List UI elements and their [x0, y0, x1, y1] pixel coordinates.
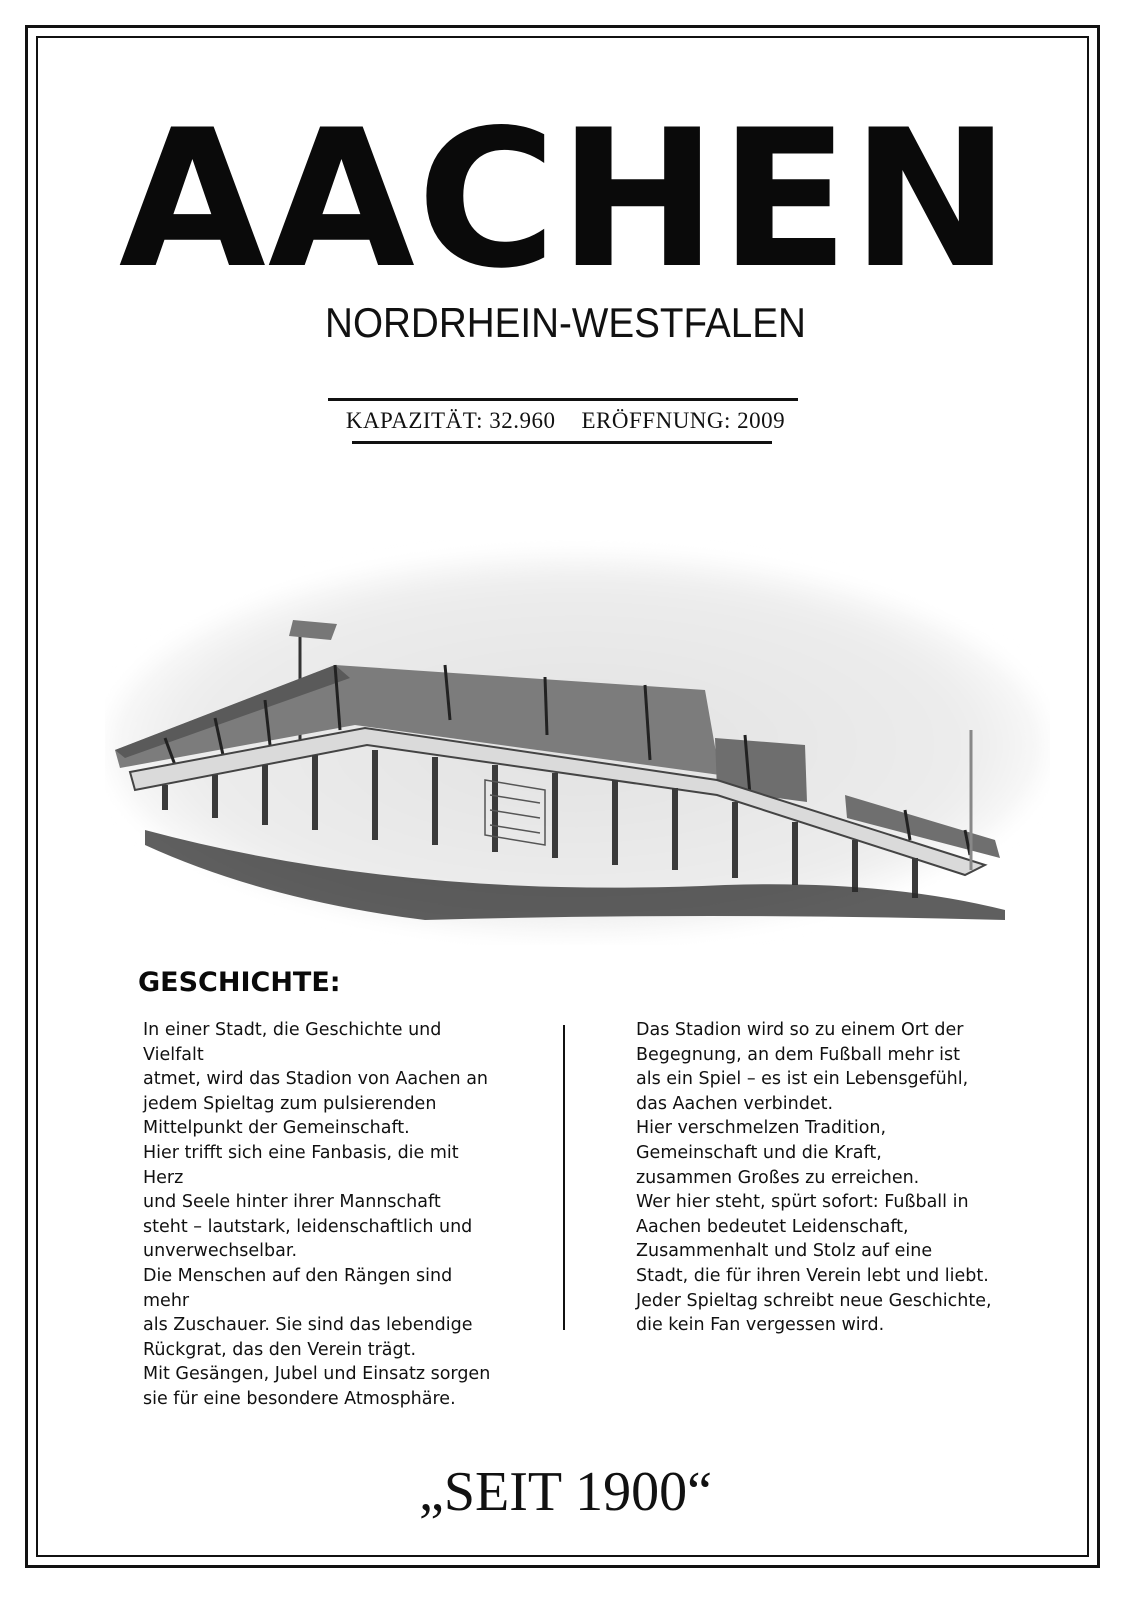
stadium-illustration — [105, 540, 1050, 945]
history-line: Das Stadion wird so zu einem Ort der — [636, 1020, 964, 1040]
history-line: Zusammenhalt und Stolz auf eine — [636, 1241, 933, 1262]
history-line: Wer hier steht, spürt sofort: Fußball in — [636, 1192, 969, 1213]
history-line: das Aachen verbindet. — [636, 1093, 834, 1114]
history-line: unverwechselbar. — [143, 1241, 298, 1262]
history-line: atmet, wird das Stadion von Aachen an — [143, 1069, 489, 1090]
region-subtitle: NORDRHEIN-WESTFALEN — [325, 299, 806, 346]
history-left-column — [143, 1018, 503, 1412]
history-line: Begegnung, an dem Fußball mehr ist — [636, 1044, 960, 1065]
history-line: Stadt, die für ihren Verein lebt und liebt. — [636, 1265, 989, 1286]
history-line: als Zuschauer. Sie sind das lebendige — [143, 1315, 473, 1336]
info-rule-top — [328, 398, 798, 401]
city-title: AACHEN — [118, 89, 1013, 310]
history-line: steht – lautstark, leidenschaftlich und — [143, 1216, 473, 1237]
section-heading: GESCHICHTE: — [138, 967, 341, 998]
column-divider — [563, 1025, 565, 1330]
history-line: Rückgrat, das den Verein trägt. — [143, 1339, 417, 1360]
history-line: als ein Spiel – es ist ein Lebensgefühl, — [636, 1069, 969, 1090]
history-line: jedem Spieltag zum pulsierenden — [143, 1093, 437, 1114]
history-line: und Seele hinter ihrer Mannschaft — [143, 1192, 441, 1213]
history-line: Gemeinschaft und die Kraft, — [636, 1142, 882, 1163]
opening-text: ERÖFFNUNG: 2009 — [581, 408, 786, 433]
history-right-column — [636, 1018, 996, 1338]
history-line: sie für eine besondere Atmosphäre. — [143, 1388, 456, 1409]
motto: „SEIT 1900“ — [419, 1461, 712, 1523]
history-line: In einer Stadt, die Geschichte und Vielfalt — [143, 1020, 442, 1065]
history-line: zusammen Großes zu erreichen. — [636, 1167, 920, 1188]
history-line: die kein Fan vergessen wird. — [636, 1315, 885, 1336]
history-line: Mittelpunkt der Gemeinschaft. — [143, 1118, 410, 1139]
history-line: Aachen bedeutet Leidenschaft, — [636, 1216, 909, 1237]
history-line: Mit Gesängen, Jubel und Einsatz sorgen — [143, 1364, 491, 1385]
history-line: Hier trifft sich eine Fanbasis, die mit Herz — [143, 1142, 459, 1188]
history-line: Die Menschen auf den Rängen sind mehr — [143, 1265, 453, 1311]
history-line: Jeder Spieltag schreibt neue Geschichte, — [636, 1290, 992, 1311]
history-line: Hier verschmelzen Tradition, — [636, 1118, 887, 1139]
capacity-text: KAPAZITÄT: 32.960 — [345, 408, 556, 433]
info-rule-bottom — [352, 441, 772, 444]
stadium-info — [0, 406, 1131, 436]
